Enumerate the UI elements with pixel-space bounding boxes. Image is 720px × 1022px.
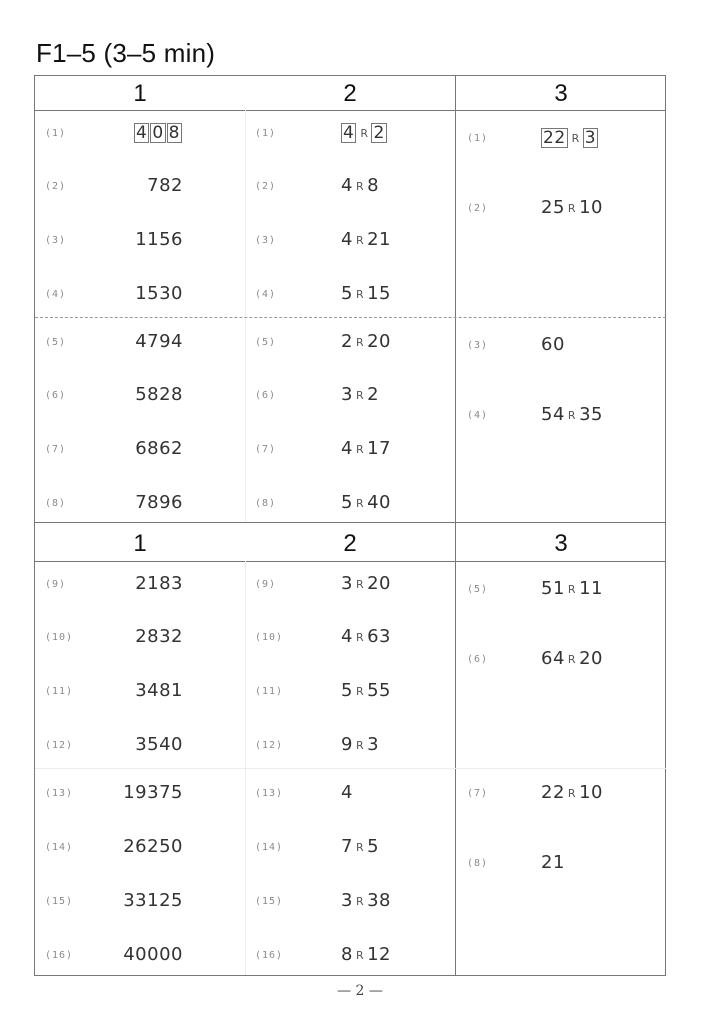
answer-value: 33125 xyxy=(123,890,183,911)
problem-number: (4) xyxy=(45,289,67,300)
answer-value xyxy=(341,734,379,755)
remainder: 3 xyxy=(367,734,380,755)
quotient: 4 xyxy=(341,175,353,196)
problem-number: (4) xyxy=(255,289,277,300)
boxed-digit: 8 xyxy=(168,123,180,143)
remainder-symbol: R xyxy=(355,841,365,854)
remainder-symbol: R xyxy=(355,739,365,752)
answer-value xyxy=(341,438,391,459)
answer-row xyxy=(35,645,665,675)
problem-number: (7) xyxy=(255,444,277,455)
answer-value: 4794 xyxy=(135,331,183,352)
answer-row xyxy=(35,331,665,361)
quotient: 4 xyxy=(341,438,353,459)
answer-row xyxy=(35,731,665,761)
answer-row xyxy=(35,779,665,809)
remainder: 11 xyxy=(579,578,603,599)
remainder: 10 xyxy=(579,782,603,803)
column-header-row xyxy=(35,76,665,111)
remainder: 17 xyxy=(367,438,392,459)
answer-value xyxy=(341,680,391,701)
answer-value xyxy=(541,404,603,425)
answer-value: 2183 xyxy=(135,573,183,594)
quotient: 60 xyxy=(541,334,565,355)
column-header-2: 2 xyxy=(343,530,357,557)
answer-value xyxy=(541,578,603,599)
remainder-symbol: R xyxy=(360,127,369,140)
quotient: 22 xyxy=(541,782,565,803)
answer-value: 19375 xyxy=(123,782,183,803)
quotient: 5 xyxy=(341,283,353,304)
problem-number: (6) xyxy=(255,390,277,401)
problem-number: (10) xyxy=(45,632,74,643)
remainder: 40 xyxy=(367,492,392,513)
column-header-row xyxy=(35,523,665,562)
answer-value xyxy=(541,334,565,355)
remainder-symbol: R xyxy=(355,631,365,644)
answer-row xyxy=(35,226,665,256)
answer-value xyxy=(541,648,603,669)
answer-row xyxy=(35,941,665,971)
answer-value: 5828 xyxy=(135,384,183,405)
column-header-1: 1 xyxy=(133,530,147,557)
problem-number: (3) xyxy=(255,235,277,246)
problem-number: (9) xyxy=(45,579,67,590)
remainder-symbol: R xyxy=(567,583,577,596)
quotient: 5 xyxy=(341,492,353,513)
answer-row xyxy=(35,849,665,879)
quotient: 51 xyxy=(541,578,565,599)
answer-section-2 xyxy=(34,522,666,976)
remainder: 10 xyxy=(579,197,603,218)
column-header-3: 3 xyxy=(554,530,568,557)
problem-number: (11) xyxy=(255,686,284,697)
problem-number: (13) xyxy=(45,788,74,799)
remainder: 20 xyxy=(367,573,392,594)
answer-row xyxy=(35,887,665,917)
quotient: 2 xyxy=(341,331,353,352)
column-header-2: 2 xyxy=(343,80,357,107)
quotient: 22 xyxy=(543,128,566,148)
problem-number: (15) xyxy=(255,896,284,907)
remainder-symbol: R xyxy=(355,234,365,247)
remainder-symbol: R xyxy=(567,787,577,800)
problem-number: (12) xyxy=(255,740,284,751)
group-divider xyxy=(35,317,666,318)
answer-row xyxy=(35,677,665,707)
answer-row xyxy=(35,575,665,605)
problem-number: (14) xyxy=(45,842,74,853)
problem-number: (2) xyxy=(255,181,277,192)
problem-number: (3) xyxy=(467,340,489,351)
remainder-symbol: R xyxy=(355,497,365,510)
remainder-symbol: R xyxy=(567,653,577,666)
remainder: 38 xyxy=(367,890,392,911)
problem-number: (2) xyxy=(467,203,489,214)
answer-value: 3540 xyxy=(135,734,183,755)
remainder: 21 xyxy=(367,229,392,250)
remainder-symbol: R xyxy=(571,132,580,145)
remainder-symbol: R xyxy=(355,180,365,193)
problem-number: (1) xyxy=(467,133,489,144)
remainder-symbol: R xyxy=(567,202,577,215)
problem-number: (13) xyxy=(255,788,284,799)
remainder: 5 xyxy=(367,836,380,857)
answer-row xyxy=(35,489,665,519)
answer-row xyxy=(35,124,665,154)
problem-number: (1) xyxy=(45,128,67,139)
remainder-symbol: R xyxy=(355,443,365,456)
answer-value xyxy=(341,944,391,965)
answer-value: 40000 xyxy=(123,944,183,965)
problem-number: (12) xyxy=(45,740,74,751)
group-divider xyxy=(35,768,666,769)
answer-row xyxy=(35,435,665,465)
problem-number: (8) xyxy=(45,498,67,509)
answer-value: 2832 xyxy=(135,626,183,647)
remainder: 8 xyxy=(367,175,380,196)
problem-number: (15) xyxy=(45,896,74,907)
answer-row xyxy=(35,194,665,224)
quotient: 9 xyxy=(341,734,353,755)
answer-value xyxy=(541,852,565,873)
page-title: F1–5 (3–5 min) xyxy=(36,38,216,68)
answer-value xyxy=(341,626,391,647)
remainder: 20 xyxy=(367,331,392,352)
remainder-symbol: R xyxy=(355,895,365,908)
problem-number: (1) xyxy=(255,128,277,139)
problem-number: (16) xyxy=(255,950,284,961)
remainder-symbol: R xyxy=(355,389,365,402)
problem-number: (9) xyxy=(255,579,277,590)
quotient: 8 xyxy=(341,944,353,965)
answer-value: 3481 xyxy=(135,680,183,701)
remainder: 2 xyxy=(367,384,380,405)
answer-value xyxy=(341,283,391,304)
quotient: 3 xyxy=(341,573,353,594)
boxed-digit: 4 xyxy=(136,123,148,143)
remainder: 12 xyxy=(367,944,392,965)
problem-number: (14) xyxy=(255,842,284,853)
problem-number: (5) xyxy=(467,584,489,595)
problem-number: (7) xyxy=(45,444,67,455)
remainder: 15 xyxy=(367,283,392,304)
problem-number: (2) xyxy=(45,181,67,192)
problem-number: (5) xyxy=(45,337,67,348)
answer-value: 7896 xyxy=(135,492,183,513)
answer-value xyxy=(541,197,603,218)
answer-value xyxy=(341,175,379,196)
answer-row xyxy=(35,280,665,310)
remainder: 2 xyxy=(373,123,385,143)
remainder: 35 xyxy=(579,404,603,425)
answer-value xyxy=(541,127,599,148)
problem-number: (16) xyxy=(45,950,74,961)
column-header-1: 1 xyxy=(133,80,147,107)
quotient: 21 xyxy=(541,852,565,873)
problem-number: (8) xyxy=(467,858,489,869)
problem-number: (6) xyxy=(467,654,489,665)
quotient: 4 xyxy=(341,782,353,803)
answer-section-1 xyxy=(34,75,666,523)
remainder-symbol: R xyxy=(567,409,577,422)
answer-row xyxy=(35,401,665,431)
answer-value: 26250 xyxy=(123,836,183,857)
remainder-symbol: R xyxy=(355,288,365,301)
remainder-symbol: R xyxy=(355,685,365,698)
answer-value xyxy=(341,890,391,911)
quotient: 3 xyxy=(341,890,353,911)
answer-value: 782 xyxy=(147,175,183,196)
problem-number: (10) xyxy=(255,632,284,643)
remainder: 63 xyxy=(367,626,392,647)
remainder: 20 xyxy=(579,648,603,669)
problem-number: (11) xyxy=(45,686,74,697)
remainder: 3 xyxy=(584,128,597,148)
remainder-symbol: R xyxy=(355,336,365,349)
answer-value xyxy=(341,229,391,250)
remainder-symbol: R xyxy=(355,578,365,591)
quotient: 4 xyxy=(343,123,355,143)
answer-value xyxy=(341,492,391,513)
answer-value: 1156 xyxy=(135,229,183,250)
page-number: — 2 — xyxy=(337,983,383,999)
remainder-symbol: R xyxy=(355,949,365,962)
problem-number: (7) xyxy=(467,788,489,799)
problem-number: (6) xyxy=(45,390,67,401)
boxed-digit: 0 xyxy=(152,123,164,143)
quotient: 25 xyxy=(541,197,565,218)
problem-number: (3) xyxy=(45,235,67,246)
column-header-3: 3 xyxy=(554,80,568,107)
quotient: 5 xyxy=(341,680,353,701)
answer-value: 6862 xyxy=(135,438,183,459)
answer-value xyxy=(541,782,603,803)
quotient: 64 xyxy=(541,648,565,669)
problem-number: (8) xyxy=(255,498,277,509)
answer-value: 1530 xyxy=(135,283,183,304)
quotient: 4 xyxy=(341,229,353,250)
problem-number: (5) xyxy=(255,337,277,348)
quotient: 3 xyxy=(341,384,353,405)
remainder: 55 xyxy=(367,680,392,701)
problem-number: (4) xyxy=(467,410,489,421)
quotient: 54 xyxy=(541,404,565,425)
quotient: 7 xyxy=(341,836,353,857)
quotient: 4 xyxy=(341,626,353,647)
